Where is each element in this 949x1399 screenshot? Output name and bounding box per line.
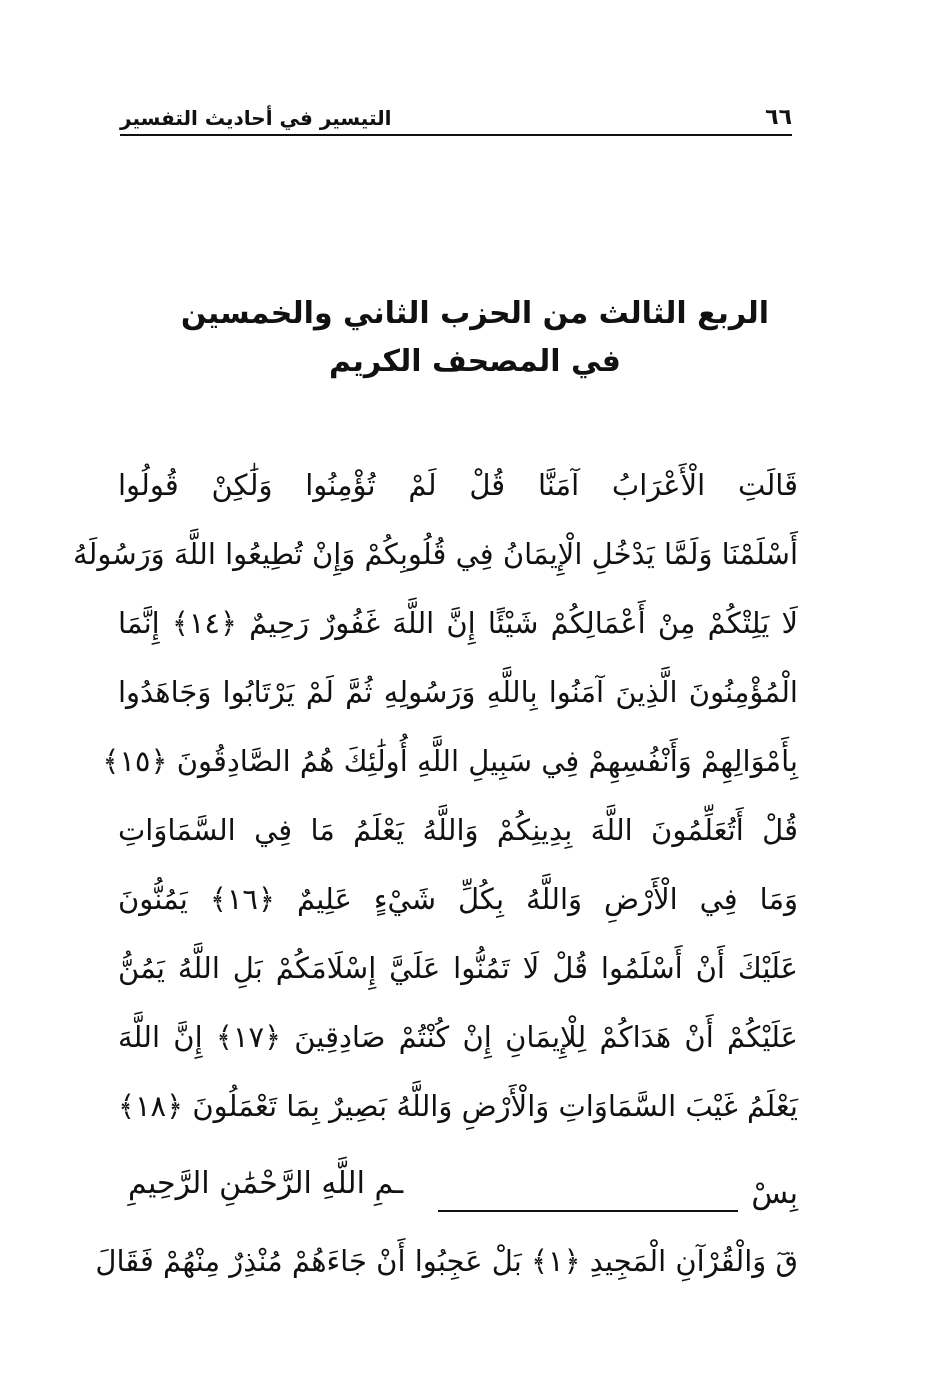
- verse-text: قَالَتِ الْأَعْرَابُ آمَنَّا قُلْ لَمْ تُؤْمِنُوا وَلَٰكِنْ قُولُوا: [118, 467, 798, 502]
- verses-block: [72, 450, 799, 1140]
- verse-line: [118, 1002, 798, 1071]
- verse-line: [118, 795, 798, 864]
- verse-text: بِأَمْوَالِهِمْ وَأَنْفُسِهِمْ فِي سَبِيلِ اللَّهِ أُولَٰئِكَ هُمُ الصَّادِقُونَ ﴿١٥﴾: [102, 743, 798, 778]
- section-title: [120, 290, 830, 386]
- verse-line: [118, 588, 798, 657]
- verse-line: [118, 657, 798, 726]
- section-title-line-1: الربع الثالث من الحزب الثاني والخمسين: [180, 296, 770, 331]
- verse-text: الْمُؤْمِنُونَ الَّذِينَ آمَنُوا بِاللَّهِ وَرَسُولِهِ ثُمَّ لَمْ يَرْتَابُوا وَجَاهَدُوا: [118, 674, 798, 709]
- verse-text: عَلَيْكُمْ أَنْ هَدَاكُمْ لِلْإِيمَانِ إِنْ كُنْتُمْ صَادِقِينَ ﴿١٧﴾ إِنَّ اللَّهَ: [118, 1019, 798, 1054]
- verse-text: لَا يَلِتْكُمْ مِنْ أَعْمَالِكُمْ شَيْئًا إِنَّ اللَّهَ غَفُورٌ رَحِيمٌ ﴿١٤﴾ إِنَّمَا: [118, 605, 798, 640]
- basmala-extension-stroke: [438, 1210, 738, 1212]
- verse-line: [118, 864, 798, 933]
- verse-line: [118, 450, 798, 519]
- verse-text: أَسْلَمْنَا وَلَمَّا يَدْخُلِ الْإِيمَانُ فِي قُلُوبِكُمْ وَإِنْ تُطِيعُوا اللَّهَ وَرَسُولَهُ: [72, 536, 798, 571]
- book-title: التيسير في أحاديث التفسير: [120, 106, 392, 130]
- verse-text: قٓ وَالْقُرْآنِ الْمَجِيدِ ﴿١﴾ بَلْ عَجِبُوا أَنْ جَاءَهُمْ مُنْذِرٌ مِنْهُمْ فَقَالَ: [95, 1244, 798, 1278]
- basmala-rest: ـمِ اللَّهِ الرَّحْمَٰنِ الرَّحِيمِ: [128, 1166, 404, 1201]
- basmala: [118, 1162, 798, 1222]
- running-header: [120, 96, 792, 136]
- section-title-line-2: في المصحف الكريم: [329, 344, 621, 379]
- verse-text: وَمَا فِي الْأَرْضِ وَاللَّهُ بِكُلِّ شَيْءٍ عَلِيمٌ ﴿١٦﴾ يَمُنُّونَ: [118, 881, 799, 916]
- surah-qaf-opening-line: [95, 1228, 798, 1294]
- verse-line: [72, 519, 798, 588]
- verse-line: [118, 933, 798, 1002]
- verse-line: [102, 726, 798, 795]
- verse-text: قُلْ أَتُعَلِّمُونَ اللَّهَ بِدِينِكُمْ وَاللَّهُ يَعْلَمُ مَا فِي السَّمَاوَاتِ: [118, 812, 798, 847]
- verse-line: [118, 1071, 798, 1140]
- verse-text: يَعْلَمُ غَيْبَ السَّمَاوَاتِ وَالْأَرْضِ وَاللَّهُ بَصِيرٌ بِمَا تَعْمَلُونَ ﴿١٨﴾: [117, 1088, 798, 1123]
- basmala-bism: بِسْ: [751, 1176, 798, 1211]
- verse-text: عَلَيْكَ أَنْ أَسْلَمُوا قُلْ لَا تَمُنُّوا عَلَيَّ إِسْلَامَكُمْ بَلِ اللَّهُ يَمُنُّ: [118, 950, 798, 985]
- page-number: ٦٦: [765, 105, 792, 130]
